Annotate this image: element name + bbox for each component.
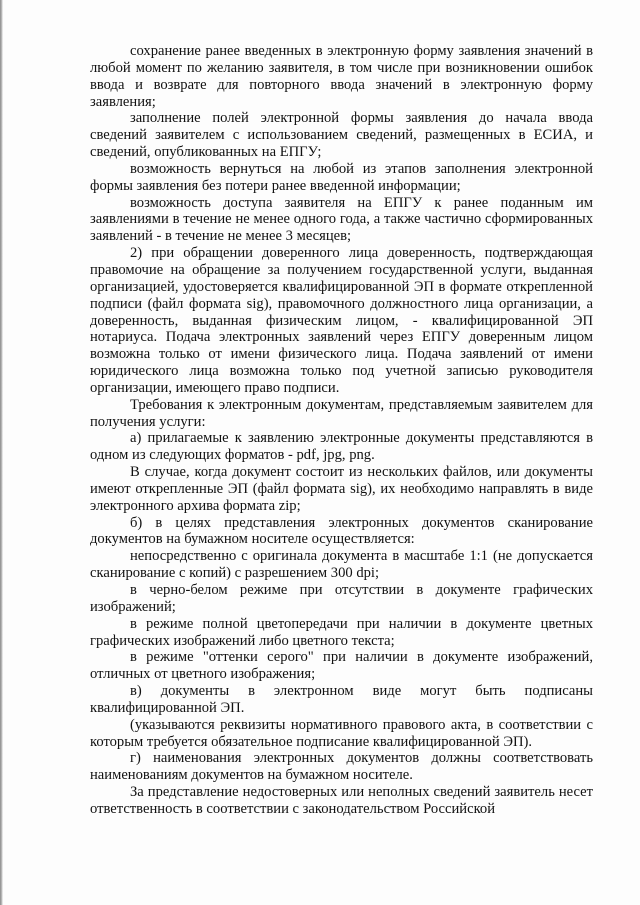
scan-edge-shadow [0, 0, 3, 905]
paragraph: а) прилагаемые к заявлению электронные документы представляются в одном из следующих форматов - pdf, jpg, png. [90, 430, 593, 464]
paragraph: 2) при обращении доверенного лица доверенность, подтверждающая правомочие на обращение за получением государственной услуги, выданная организацией, удостоверяется квалифицированной ЭП в формате открепленной подписи (файл формата sig), правомочного должностного лица организации, а доверенность, выданная физическим лицом, - квалифицированной ЭП нотариуса. Подача электронных заявлений через ЕПГУ доверенным лицом возможна только от имени физического лица. Подача заявлений от имени юридического лица возможна только под учетной записью руководителя организации, имеющего право подписи. [90, 245, 593, 396]
paragraph: Требования к электронным документам, представляемым заявителем для получения услуги: [90, 396, 593, 430]
paragraph: г) наименования электронных документов должны соответствовать наименованиям документов на бумажном носителе. [90, 750, 593, 784]
paragraph: в) документы в электронном виде могут быть подписаны квалифицированной ЭП. [90, 683, 593, 716]
document-body [90, 43, 593, 818]
paragraph: возможность доступа заявителя на ЕПГУ к ранее поданным им заявлениями в течение не менее одного года, а также частично сформированных заявлений - в течение не менее 3 месяцев; [90, 194, 593, 245]
paragraph: б) в целях представления электронных документов сканирование документов на бумажном носителе осуществляется: [90, 514, 593, 548]
paragraph: непосредственно с оригинала документа в масштабе 1:1 (не допускается сканирование с копий) с разрешением 300 dpi; [90, 548, 593, 582]
paragraph: в режиме полной цветопередачи при наличии в документе цветных графических изображений либо цветного текста; [90, 615, 593, 649]
paragraph: заполнение полей электронной формы заявления до начала ввода сведений заявителем с использованием сведений, размещенных в ЕСИА, и сведений, опубликованных на ЕПГУ; [90, 110, 593, 161]
paragraph: в режиме "оттенки серого" при наличии в документе изображений, отличных от цветного изображения; [90, 649, 593, 683]
paragraph: в черно-белом режиме при отсутствии в документе графических изображений; [90, 582, 593, 615]
paragraph: сохранение ранее введенных в электронную форму заявления значений в любой момент по желанию заявителя, в том числе при возникновении ошибок ввода и возврате для повторного ввода значений в электронную форму заявления; [90, 43, 593, 110]
paragraph: За представление недостоверных или неполных сведений заявитель несет ответственность в соответствии с законодательством Российской [90, 784, 593, 817]
paragraph: В случае, когда документ состоит из нескольких файлов, или документы имеют открепленные ЭП (файл формата sig), их необходимо направлять в виде электронного архива формата zip; [90, 464, 593, 514]
paragraph: (указываются реквизиты нормативного правового акта, в соответствии с которым требуется обязательное подписание квалифицированной ЭП). [90, 716, 593, 750]
paragraph: возможность вернуться на любой из этапов заполнения электронной формы заявления без потери ранее введенной информации; [90, 160, 593, 194]
